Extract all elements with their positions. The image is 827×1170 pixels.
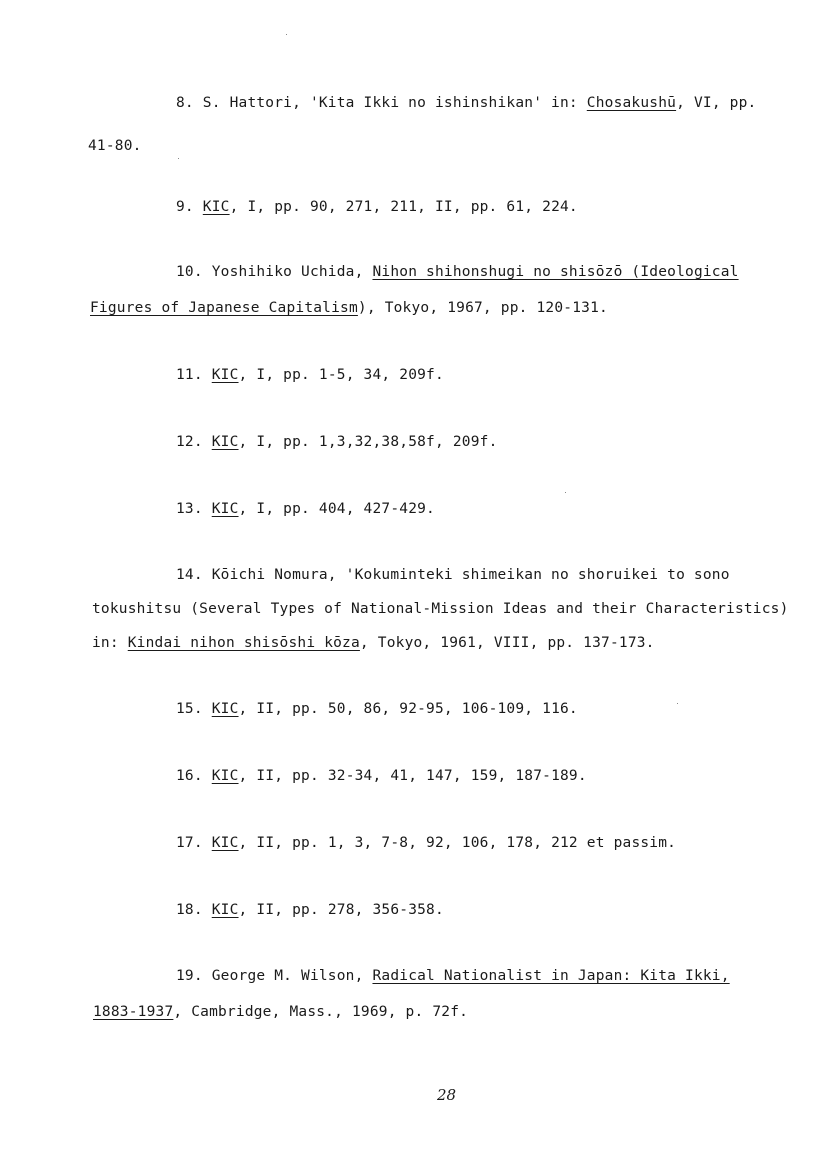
note-text: 17. — [176, 835, 212, 851]
note-text: 12. — [176, 434, 212, 450]
note-text: 16. — [176, 768, 212, 784]
note-14-line — [176, 565, 730, 585]
underlined-title: KIC — [211, 501, 239, 517]
note-10-line — [176, 262, 739, 282]
note-text: 14. Kōichi Nomura, 'Kokuminteki shimeikan no shoruikei to sono — [176, 567, 730, 583]
note-text: ), Tokyo, 1967, pp. 120-131. — [357, 300, 608, 316]
note-text: in: — [92, 635, 128, 651]
note-18-line — [176, 900, 444, 920]
underlined-title: Kindai nihon shisōshi kōza — [127, 635, 360, 651]
underlined-title: KIC — [211, 768, 239, 784]
underlined-title: 1883-1937 — [93, 1004, 174, 1020]
note-8-line — [88, 136, 142, 156]
note-text: , I, pp. 90, 271, 211, II, pp. 61, 224. — [229, 199, 578, 215]
note-text: , II, pp. 50, 86, 92-95, 106-109, 116. — [238, 701, 578, 717]
note-9-line — [176, 197, 578, 217]
note-15-line — [176, 699, 578, 719]
note-text: , I, pp. 1,3,32,38,58f, 209f. — [238, 434, 498, 450]
note-text: 11. — [176, 367, 212, 383]
underlined-title: KIC — [211, 701, 239, 717]
note-12-line — [176, 432, 498, 452]
underlined-title: Chosakushū — [586, 95, 677, 111]
underlined-title: KIC — [211, 902, 239, 918]
note-text: , II, pp. 32-34, 41, 147, 159, 187-189. — [238, 768, 587, 784]
note-text: , I, pp. 404, 427-429. — [238, 501, 435, 517]
underlined-title: KIC — [202, 199, 230, 215]
note-text: 18. — [176, 902, 212, 918]
note-16-line — [176, 766, 587, 786]
note-text: , VI, pp. — [676, 95, 757, 111]
note-text: 9. — [176, 199, 203, 215]
note-10-line — [90, 298, 608, 318]
scan-speck — [178, 158, 179, 159]
note-11-line — [176, 365, 444, 385]
underlined-title: KIC — [211, 367, 239, 383]
note-8-line — [176, 93, 756, 113]
page-number: 28 — [437, 1086, 457, 1104]
note-text: 15. — [176, 701, 212, 717]
note-text: , Tokyo, 1961, VIII, pp. 137-173. — [359, 635, 655, 651]
underlined-title: KIC — [211, 434, 239, 450]
underlined-title: Radical Nationalist in Japan: Kita Ikki, — [372, 968, 730, 984]
note-14-line — [92, 599, 789, 619]
note-text: , II, pp. 278, 356-358. — [238, 902, 444, 918]
note-text: , Cambridge, Mass., 1969, p. 72f. — [173, 1004, 469, 1020]
note-text: tokushitsu (Several Types of National-Mission Ideas and their Characteristics) — [92, 601, 789, 617]
note-19-line — [93, 1002, 468, 1022]
note-text: 19. George M. Wilson, — [176, 968, 373, 984]
note-text: 13. — [176, 501, 212, 517]
note-13-line — [176, 499, 435, 519]
note-text: 8. S. Hattori, 'Kita Ikki no ishinshikan' in: — [176, 95, 587, 111]
underlined-title: Figures of Japanese Capitalism — [90, 300, 358, 316]
underlined-title: KIC — [211, 835, 239, 851]
underlined-title: Nihon shihonshugi no shisōzō (Ideological — [372, 264, 739, 280]
scan-speck — [286, 34, 287, 35]
note-text: , II, pp. 1, 3, 7-8, 92, 106, 178, 212 et passim. — [238, 835, 677, 851]
note-text: 10. Yoshihiko Uchida, — [176, 264, 373, 280]
note-19-line — [176, 966, 730, 986]
note-text: , I, pp. 1-5, 34, 209f. — [238, 367, 444, 383]
note-17-line — [176, 833, 676, 853]
scan-speck — [565, 492, 566, 493]
scan-speck — [677, 703, 678, 704]
note-14-line — [92, 633, 655, 653]
note-text: 41-80. — [88, 138, 142, 154]
